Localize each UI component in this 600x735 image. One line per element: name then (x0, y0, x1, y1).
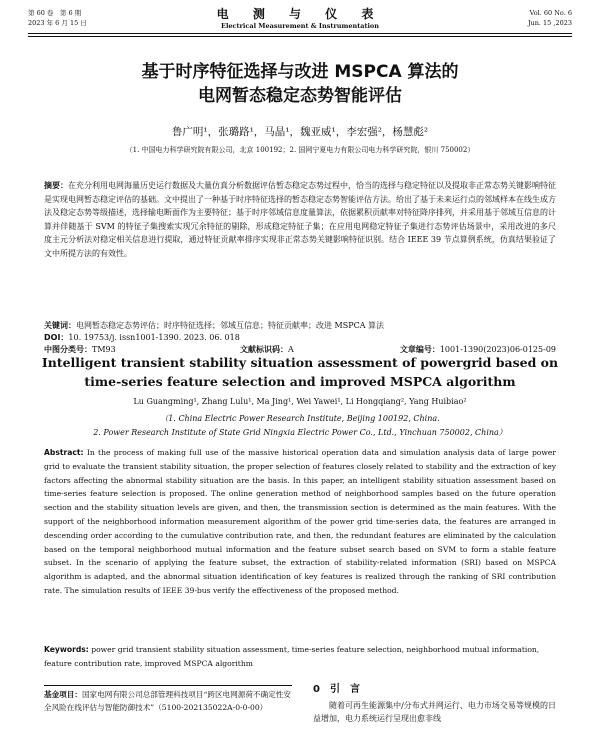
abstract-zh: 在充分利用电网海量历史运行数据及大量仿真分析数据评估暂态稳定态势过程中，恰当的选择与稳定特征以及提取非正常态势关键影响特征是实现电网暂态稳定评估的基础。文中提出了一种基于时序特征选择的暂态稳定态势智能评估方法。给出了基于未来运行点的邻域样本在线生成方法及稳定态势等级描述，选择输电断面作为主要特征；基于时序邻域信息度量算法，依据累积贡献率对特征降序排列，并采用基于邻域互信息的计算并伴随基于 SVM 的特征子集搜索实现冗余特征的剔除，形成稳定特征子集；在应用电网稳定特征子集进行态势评估场景中，采用改进的多尺度主元分析法对稳定相关信息进行提取，通过特征贡献率排序实现非正常态势关键影响特征识别。结合 IEEE 39 节点算例系统，仿真结果验证了文中所提方法的有效性。 (44, 181, 556, 258)
abstract-zh-block (44, 179, 556, 261)
abstract-en-label: Abstract: (44, 448, 84, 457)
keywords-en-block (44, 643, 556, 671)
title-en-line1: Intelligent transient stability situation assessment of powergrid based on (41, 355, 559, 370)
fund-label: 基金项目： (44, 690, 82, 699)
keywords-zh-label: 关键词： (44, 321, 76, 330)
title-zh-line1: 基于时序特征选择与改进 MSPCA 算法的 (141, 62, 459, 82)
title-zh-line2: 电网暂态稳定态势智能评估 (198, 86, 402, 106)
fund-footnote (44, 685, 292, 714)
date-zh: 2023 年 6 月 15 日 (28, 19, 87, 27)
abstract-en-block (44, 446, 556, 598)
article-meta (44, 320, 556, 356)
keywords-zh: 电网暂态稳定态势评估；时序特征选择；邻域互信息；特征贡献率；改进 MSPCA 算法 (76, 321, 385, 330)
doi-label: DOI： (44, 333, 69, 342)
clc-label: 中图分类号： (44, 345, 92, 354)
title-zh (0, 60, 600, 108)
journal-name-zh: 电 测 与 仪 表 (216, 7, 384, 21)
date-en: Jun. 15 ,2023 (527, 19, 572, 27)
affiliation-en-2: 2. Power Research Institute of State Grid Ningxia Electric Power Co., Ltd., Yinchuan 750002, China） (93, 428, 507, 437)
volume-zh: 第 60 卷 第 6 期 (28, 9, 82, 17)
fund: 国家电网有限公司总部管理科技项目“跨区电网源荷不确定性安全风险在线评估与智能防御技术”（5100-202135022A-0-0-00） (44, 690, 291, 712)
article-no: 1001-1390(2023)06-0125-09 (439, 345, 556, 354)
article-no-label: 文章编号： (399, 345, 440, 354)
clc: TM93 (92, 345, 116, 354)
header-rule-thin (28, 36, 572, 37)
title-en (0, 353, 600, 391)
volume-en: Vol. 60 No. 6 (529, 9, 572, 17)
keywords-en: power grid transient stability situation assessment, time-series feature selection, neighborhood mutual information, feature contribution rate, improved MSPCA algorithm (44, 645, 540, 668)
keywords-en-label: Keywords: (44, 645, 89, 654)
affiliation-en (0, 412, 600, 440)
doc-code-label: 文献标识码： (240, 345, 288, 354)
authors-zh: 鲁广明¹，张璐路¹，马晶¹，魏亚威¹，李宏强²，杨慧彪² (171, 126, 429, 138)
affiliation-en-1: （1. China Electric Power Research Institute, Beijing 100192, China. (160, 414, 440, 423)
doi[interactable]: 10. 19753/j. issn1001-1390. 2023. 06. 018 (68, 333, 240, 342)
affiliation-zh: （1. 中国电力科学研究院有限公司，北京 100192；2. 国网宁夏电力有限公司电力科学研究院，银川 750002） (125, 146, 475, 154)
authors-en: Lu Guangming¹, Zhang Lulu¹, Ma Jing¹, Wei Yawei¹, Li Hongqiang², Yang Huibiao² (133, 397, 467, 406)
doc-code: A (288, 345, 294, 354)
intro-text: 随着可再生能源集中/分布式并网运行、电力市场交易等规模的日益增加，电力系统运行呈现出愈非线 (313, 701, 556, 723)
abstract-en: In the process of making full use of the massive historical operation data and simulation analysis data of large power grid to evaluate the transient stability situation, the proper selection of features closely related to stability and the extraction of key factors affecting the abnormal stability situation are the basis. In this paper, an intelligent stability situation assessment based on time-series feature selection is proposed. The online generation method of neighborhood samples based on the future operation section and the stability situation levels are given, and then, the transmission section is determined as the main features. With the support of the neighborhood information measurement algorithm of the power grid time-series data, the features are arranged in descending order according to the cumulative contribution rate, and then, the redundant features are eliminated by the calculation based on the temporal neighborhood mutual information and the feature subset search based on SVM to form a stable feature subset. In the scenario of applying the feature subset, the extraction of stability-related information (SRI) based on MSPCA algorithm is adapted, and the abnormal situation identification of key features is realized through the ranking of SRI contribution rate. The simulation results of IEEE 39-bus verify the effectiveness of the proposed method. (44, 448, 556, 595)
title-en-line2: time-series feature selection and improved MSPCA algorithm (84, 374, 516, 389)
journal-name-en: Electrical Measurement & Instrumentation (220, 22, 379, 30)
abstract-zh-label: 摘要： (44, 181, 68, 190)
header-rule-thick (28, 33, 572, 34)
intro-heading: 0 引 言 (313, 684, 360, 695)
